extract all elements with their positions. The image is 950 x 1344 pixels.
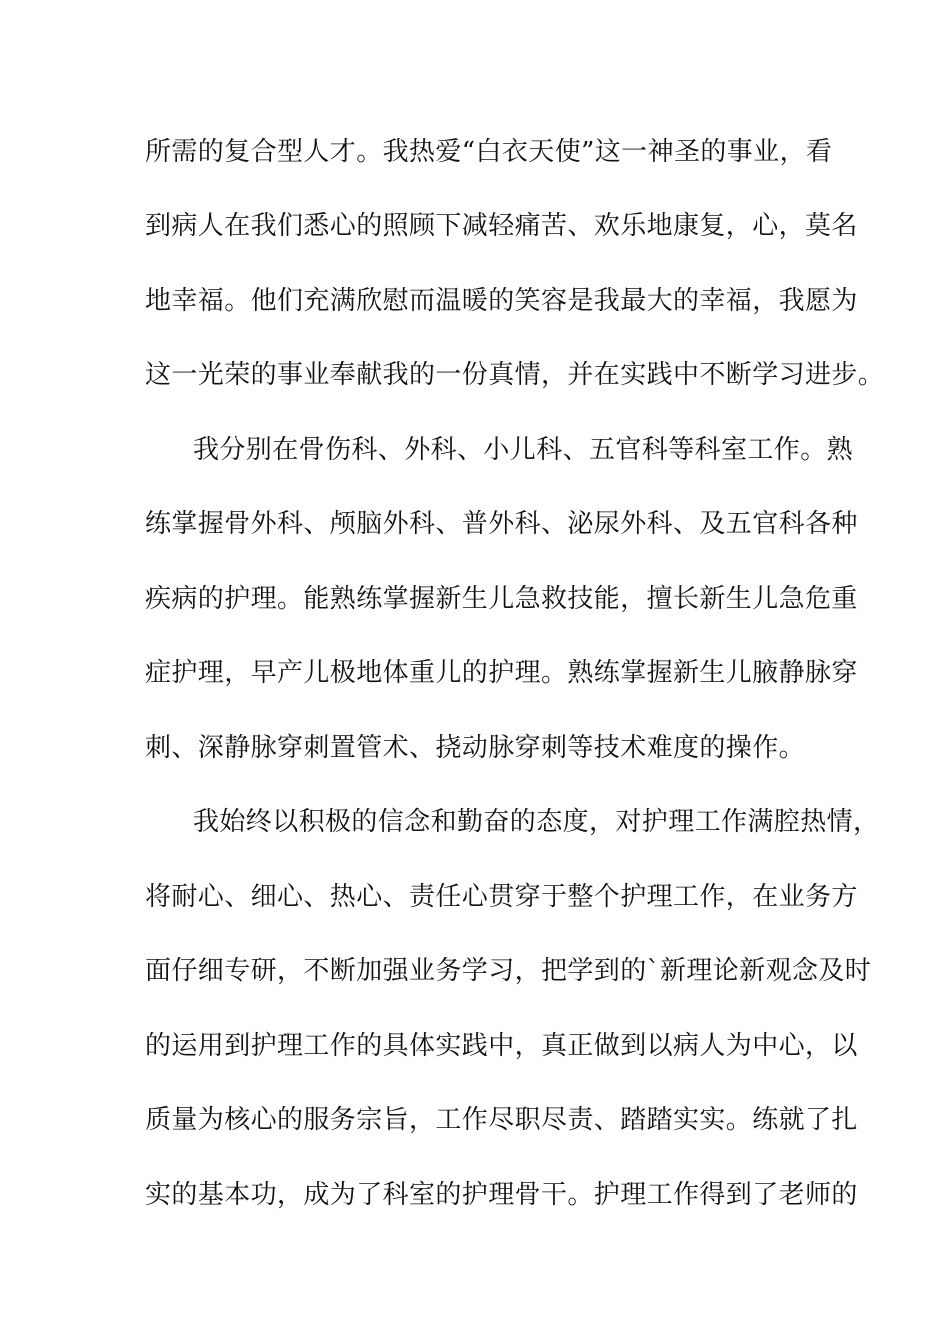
text-line: 将耐心、细心、热心、责任心贯穿于整个护理工作，在业务方 xyxy=(145,882,858,912)
text-line: 练掌握骨外科、颅脑外科、普外科、泌尿外科、及五官科各种 xyxy=(145,509,858,539)
text-line: 的运用到护理工作的具体实践中，真正做到以病人为中心，以 xyxy=(145,1031,858,1061)
text-line: 质量为核心的服务宗旨，工作尽职尽责、踏踏实实。练就了扎 xyxy=(145,1105,858,1135)
text-line: 疾病的护理。能熟练掌握新生儿急救技能，擅长新生儿急危重 xyxy=(145,584,858,614)
text-line: 实的基本功，成为了科室的护理骨干。护理工作得到了老师的 xyxy=(145,1180,858,1210)
text-line: 这一光荣的事业奉献我的一份真情，并在实践中不断学习进步。 xyxy=(145,360,885,390)
text-line: 症护理，早产儿极地体重儿的护理。熟练掌握新生儿腋静脉穿 xyxy=(145,658,858,688)
text-line: 面仔细专研，不断加强业务学习，把学到的`新理论新观念及时 xyxy=(145,956,872,986)
paragraph-first-line: 我分别在骨伤科、外科、小儿科、五官科等科室工作。熟 xyxy=(193,435,854,465)
text-line: 地幸福。他们充满欣慰而温暖的笑容是我最大的幸福，我愿为 xyxy=(145,286,858,316)
text-line: 到病人在我们悉心的照顾下减轻痛苦、欢乐地康复，心，莫名 xyxy=(145,211,858,241)
text-line: 所需的复合型人才。我热爱“白衣天使”这一神圣的事业，看 xyxy=(145,137,833,167)
text-line: 刺、深静脉穿刺置管术、挠动脉穿刺等技术难度的操作。 xyxy=(145,733,806,763)
paragraph-first-line: 我始终以积极的信念和勤奋的态度，对护理工作满腔热情， xyxy=(193,807,880,837)
